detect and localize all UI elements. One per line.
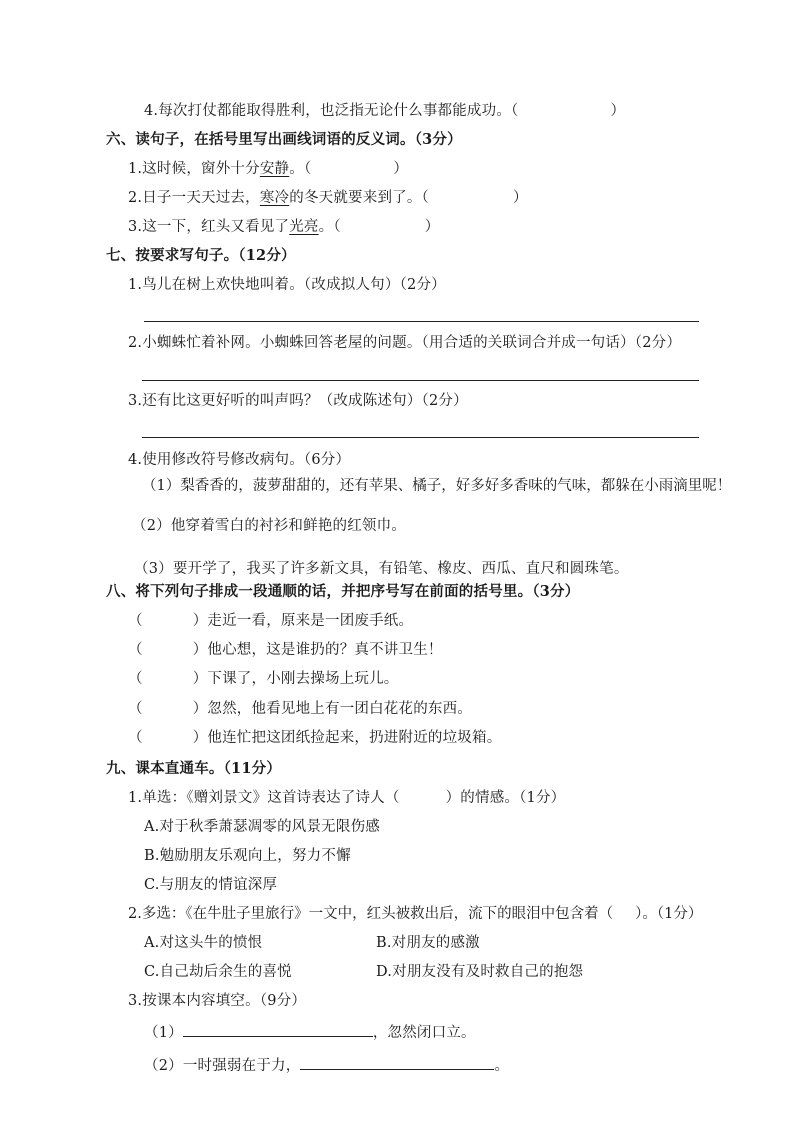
s7-question-3: 3.还有比这更好听的叫声吗？（改成陈述句）（2分）	[128, 393, 468, 409]
s7-question-2: 2.小蜘蛛忙着补网。小蜘蛛回答老屋的问题。（用合适的关联词合并成一句话）（2分）	[128, 335, 682, 351]
underlined-word: 光亮	[289, 219, 319, 235]
answer-line[interactable]	[142, 380, 699, 381]
s9-question-2: 2.多选：《在牛肚子里旅行》一文中，红头被救出后，流下的眼泪中包含着（ ）。（1分）	[128, 906, 703, 922]
underlined-word: 寒冷	[259, 190, 290, 206]
s7-sentence-3: （3）要开学了，我买了许多新文具，有铅笔、橡皮、西瓜、直尺和圆珠笔。	[134, 561, 629, 577]
s6-question-2: 2.日子一天天过去，寒冷的冬天就要来到了。（ ）	[128, 190, 528, 206]
answer-line[interactable]	[142, 437, 699, 438]
section-9-title: 九、课本直通车。（11分）	[106, 760, 282, 777]
s9-q2-option-row	[144, 933, 480, 953]
s8-item: （ ）他连忙把这团纸捡起来，扔进附近的垃圾箱。	[128, 730, 502, 746]
s7-sentence-2: （2）他穿着雪白的衬衫和鲜艳的红领巾。	[132, 518, 407, 534]
fill-blank[interactable]	[300, 1055, 494, 1070]
s7-question-4: 4.使用修改符号修改病句。（6分）	[128, 452, 351, 468]
s9-q2-option[interactable]: D.对朋友没有及时救自己的抱怨	[376, 964, 584, 980]
s7-sentence-1: （1）梨香香的，菠萝甜甜的，还有苹果、橘子，好多好多香味的气味，都躲在小雨滴里呢！	[142, 478, 732, 494]
s6-question-1: 1.这时候，窗外十分安静。（ ）	[128, 161, 409, 177]
answer-line[interactable]	[144, 321, 699, 322]
s9-q2-option[interactable]: A.对这头牛的愤恨	[144, 935, 263, 951]
s7-question-1: 1.鸟儿在树上欢快地叫着。（改成拟人句）（2分）	[128, 277, 446, 293]
s8-item: （ ）走近一看，原来是一团废手纸。	[128, 613, 414, 629]
s6-question-3: 3.这一下，红头又看见了光亮。（ ）	[128, 219, 440, 235]
s5-question-4: 4.每次打仗都能取得胜利，也泛指无论什么事都能成功。（ ）	[144, 103, 626, 119]
section-6-title: 六、读句子，在括号里写出画线词语的反义词。（3分）	[106, 131, 462, 148]
fill-blank[interactable]	[183, 1022, 373, 1037]
underlined-word: 安静	[259, 161, 290, 177]
s8-item: （ ）他心想，这是谁扔的？真不讲卫生！	[128, 642, 443, 658]
s8-item: （ ）忽然，他看见地上有一团白花花的东西。	[128, 701, 473, 717]
s9-question-3: 3.按课本内容填空。（9分）	[128, 993, 307, 1009]
s9-q2-option-row	[144, 962, 584, 982]
section-7-title: 七、按要求写句子。（12分）	[106, 247, 296, 264]
s8-item: （ ）下课了，小刚去操场上玩儿。	[128, 671, 399, 687]
s9-q1-option[interactable]: A.对于秋季萧瑟凋零的风景无限伤感	[144, 819, 380, 835]
s9-question-1: 1.单选：《赠刘景文》这首诗表达了诗人（ ）的情感。（1分）	[128, 790, 566, 806]
s9-q1-option[interactable]: C.与朋友的情谊深厚	[144, 877, 278, 893]
section-8-title: 八、将下列句子排成一段通顺的话，并把序号写在前面的括号里。（3分）	[106, 583, 580, 600]
s9-q1-option[interactable]: B.勉励朋友乐观向上，努力不懈	[144, 848, 351, 864]
s9-fill-1: （1） ，忽然闭口立。	[144, 1022, 476, 1043]
s9-q2-option[interactable]: B.对朋友的感激	[376, 935, 480, 951]
s9-q2-option[interactable]: C.自己劫后余生的喜悦	[144, 964, 292, 980]
s9-fill-2: （2）一时强弱在于力， 。	[144, 1055, 509, 1076]
